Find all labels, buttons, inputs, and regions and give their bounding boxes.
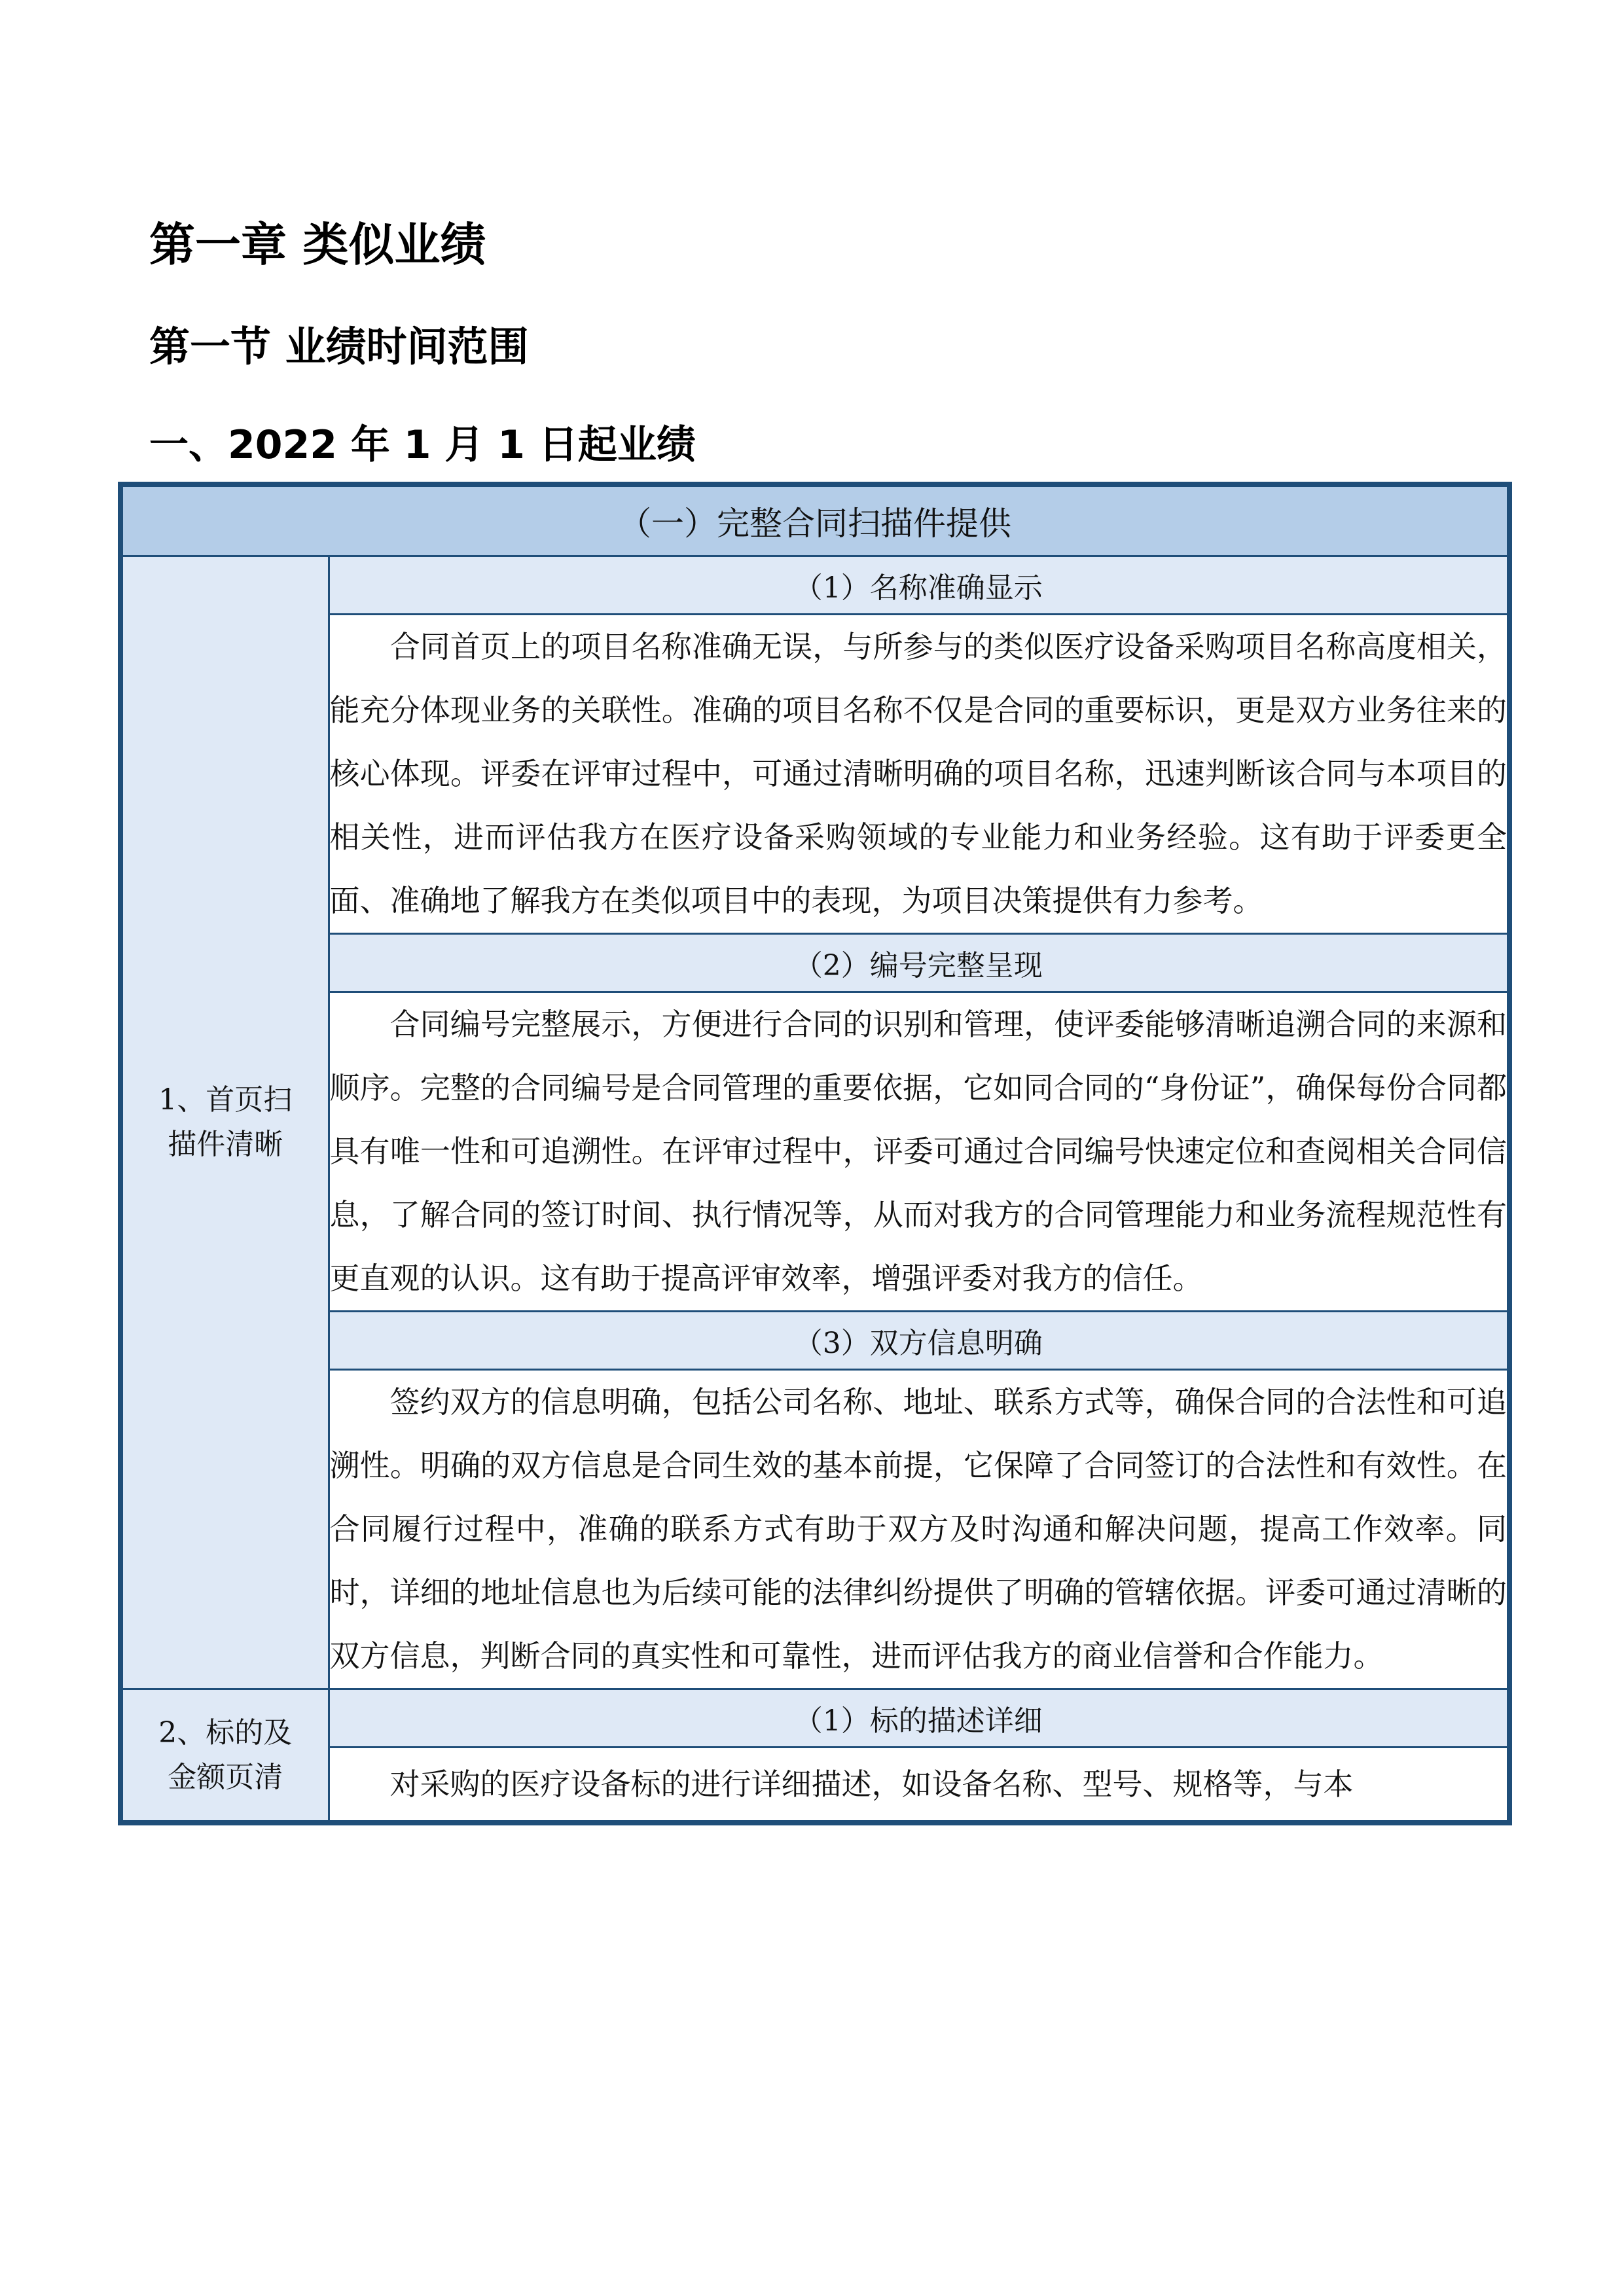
item-subheading-name: （1）名称准确显示 bbox=[329, 556, 1509, 615]
group-label-subject-amount bbox=[120, 1689, 329, 1823]
contract-requirements-table bbox=[118, 482, 1512, 1825]
table-title: （一）完整合同扫描件提供 bbox=[120, 484, 1509, 556]
section-title: 第一节 业绩时间范围 bbox=[149, 323, 529, 370]
item-text-number: 合同编号完整展示，方便进行合同的识别和管理，使评委能够清晰追溯合同的来源和顺序。完整的合同编号是合同管理的重要依据，它如同合同的“身份证”，确保每份合同都具有唯一性和可追溯性。在评审过程中，评委可通过合同编号快速定位和查阅相关合同信息，了解合同的签订时间、执行情况等，从而对我方的合同管理能力和业务流程规范性有更直观的认识。这有助于提高评审效率，增强评委对我方的信任。 bbox=[329, 992, 1509, 1312]
item-subheading-number: （2）编号完整呈现 bbox=[329, 934, 1509, 992]
group-label-text: 1、首页扫描件清晰 bbox=[158, 1083, 293, 1161]
item-text-subject: 对采购的医疗设备标的进行详细描述，如设备名称、型号、规格等，与本 bbox=[329, 1748, 1509, 1823]
chapter-title: 第一章 类似业绩 bbox=[149, 218, 486, 272]
item-subheading-subject: （1）标的描述详细 bbox=[329, 1689, 1509, 1748]
subsection-title: 一、2022 年 1 月 1 日起业绩 bbox=[149, 422, 696, 468]
item-text-name: 合同首页上的项目名称准确无误，与所参与的类似医疗设备采购项目名称高度相关，能充分体现业务的关联性。准确的项目名称不仅是合同的重要标识，更是双方业务往来的核心体现。评委在评审过程中，可通过清晰明确的项目名称，迅速判断该合同与本项目的相关性，进而评估我方在医疗设备采购领域的专业能力和业务经验。这有助于评委更全面、准确地了解我方在类似项目中的表现，为项目决策提供有力参考。 bbox=[329, 615, 1509, 934]
item-text-parties: 签约双方的信息明确，包括公司名称、地址、联系方式等，确保合同的合法性和可追溯性。明确的双方信息是合同生效的基本前提，它保障了合同签订的合法性和有效性。在合同履行过程中，准确的联系方式有助于双方及时沟通和解决问题，提高工作效率。同时，详细的地址信息也为后续可能的法律纠纷提供了明确的管辖依据。评委可通过清晰的双方信息，判断合同的真实性和可靠性，进而评估我方的商业信誉和合作能力。 bbox=[329, 1370, 1509, 1689]
group-label-first-page bbox=[120, 556, 329, 1689]
group-label-text: 2、标的及金额页清 bbox=[158, 1715, 293, 1794]
item-subheading-parties: （3）双方信息明确 bbox=[329, 1312, 1509, 1370]
